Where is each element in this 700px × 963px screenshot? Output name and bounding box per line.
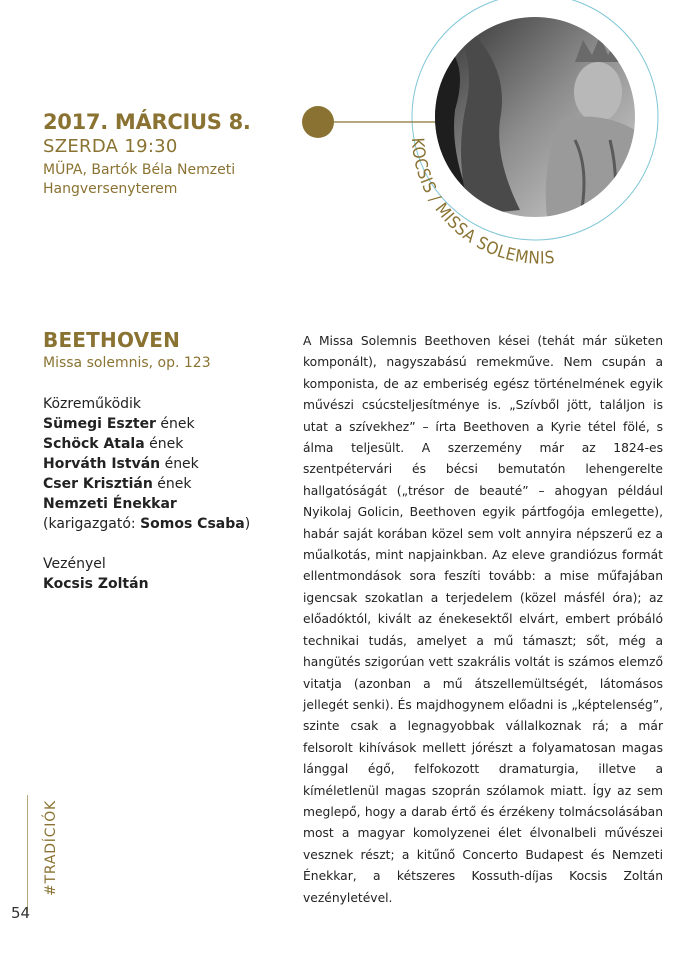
performer-line bbox=[43, 494, 283, 514]
performer-line bbox=[43, 454, 283, 474]
event-date: 2017. MÁRCIUS 8. bbox=[43, 110, 251, 134]
section-tag: #TRADÍCIÓK bbox=[43, 799, 59, 896]
work-title: Missa solemnis, op. 123 bbox=[43, 355, 211, 371]
choir-master-name: Somos Csaba bbox=[140, 516, 245, 532]
choir-master-suffix: ) bbox=[244, 516, 251, 532]
conductor-label: Vezényel bbox=[43, 556, 106, 572]
composer-name: BEETHOVEN bbox=[43, 328, 181, 352]
performer-role: ének bbox=[152, 476, 192, 492]
performer-role: ének bbox=[144, 436, 184, 452]
page-number: 54 bbox=[11, 904, 31, 922]
performer-name: Cser Krisztián bbox=[43, 476, 153, 492]
side-divider bbox=[27, 795, 28, 913]
performer-role: ének bbox=[160, 456, 199, 472]
performers-label: Közreműködik bbox=[43, 396, 142, 412]
program-info bbox=[43, 328, 283, 594]
choir-master-prefix: (karigazgató: bbox=[43, 516, 141, 532]
performer-line bbox=[43, 474, 283, 494]
event-time: SZERDA 19:30 bbox=[43, 136, 178, 157]
choir-master-line bbox=[43, 514, 283, 534]
conductor-line bbox=[43, 574, 283, 594]
performer-line bbox=[43, 414, 283, 434]
performer-name: Nemzeti Énekkar bbox=[43, 496, 177, 512]
performer-name: Horváth István bbox=[43, 456, 161, 472]
performer-name: Sümegi Eszter bbox=[43, 416, 156, 432]
performer-role: ének bbox=[155, 416, 195, 432]
performer-line bbox=[43, 434, 283, 454]
performer-name: Schöck Atala bbox=[43, 436, 145, 452]
event-venue: MÜPA, Bartók Béla Nemzeti Hangversenyterem bbox=[43, 162, 236, 197]
svg-text:KOCSIS / MISSA SOLEMNIS bbox=[407, 137, 556, 269]
banner-title: KOCSIS / MISSA SOLEMNIS bbox=[406, 137, 556, 269]
conductor-name: Kocsis Zoltán bbox=[43, 576, 149, 592]
article-body: A Missa Solemnis Beethoven kései (tehát már süketen komponált), nagyszabású remekműve. Nem csupán a komponista, de az emberiség egész történelmének egyik művészi csúcsteljesítménye is. „Szívből jött, találjon is utat a szívekhez” – írta Beethoven a Kyrie tétel fölé, s álma teljesült. A szerzemény már az 1824-es szentpétervári és bécsi bemutatón lehengerelte hallgatóságát („trésor de beauté” – ahogyan például Nyikolaj Golicin, Beethoven egyik pártfogója emlegette), habár saját korában közel sem volt annyira népszerű ez a műalkotás, mint napjainkban. Az eleve grandiózus formát ellentmondások sora feszíti tovább: a mise műfajában igencsak szokatlan a terjedelem (közel másfél óra); az előadóktól, kivált az énekesektől elvárt, embert próbáló technikai tudás, amelyet a mű támaszt; sőt, még a hangütés szigorúan vett szakrális voltát is számos elemző vitatja (azonban a mű átszellemültségét, látomásos jellegét senki). És majdhogynem előadni is „képtelenség”, szinte csak a legnagyobbak vállalkoznak rá; a már felsorolt kihívások mellett jórészt a folyamatosan magas lánggal égő, felfokozott dramaturgia, illetve a kíméletlenül magas szoprán szólamok miatt. Így az sem meglepő, hogy a darab értő és érzékeny tolmácsolásában most a magyar komolyzenei élet élvonalbeli művészei vesznek részt; a kitűnő Concerto Budapest és Nemzeti Énekkar, a kétszeres Kossuth-díjas Kocsis Zoltán vezényletével. bbox=[303, 334, 663, 905]
